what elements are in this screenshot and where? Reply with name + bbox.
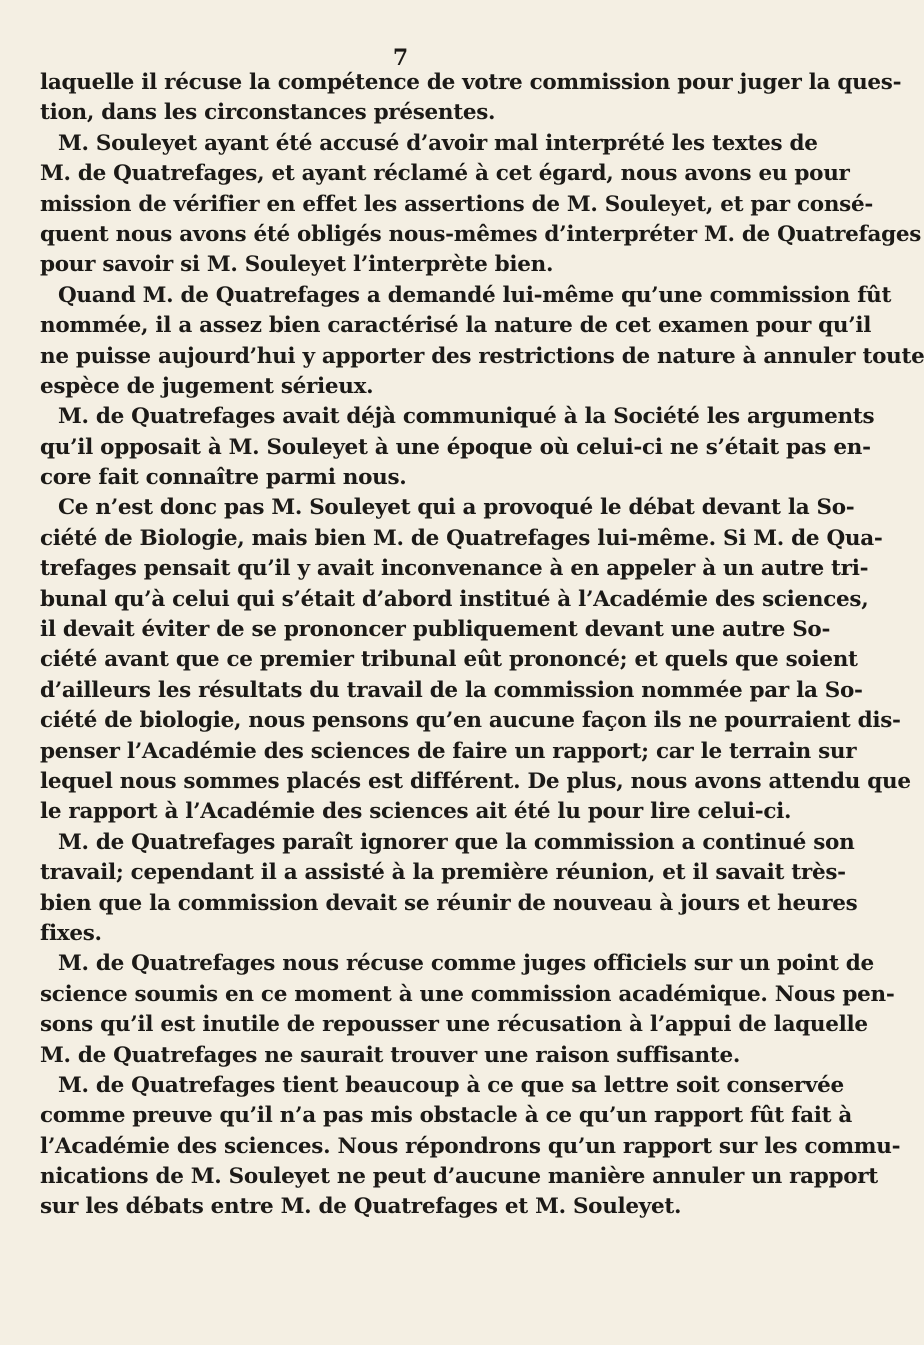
text-line: quent nous avons été obligés nous-mêmes d’interpréter M. de Quatrefages bbox=[40, 221, 922, 247]
text-line: ne puisse aujourd’hui y apporter des restrictions de nature à annuler toute bbox=[40, 343, 924, 369]
text-line: espèce de jugement sérieux. bbox=[40, 373, 374, 399]
text-line: lequel nous sommes placés est différent. De plus, nous avons attendu que bbox=[40, 768, 911, 794]
text-line: Ce n’est donc pas M. Souleyet qui a provoqué le débat devant la So- bbox=[58, 495, 855, 521]
text-line: penser l’Académie des sciences de faire un rapport; car le terrain sur bbox=[40, 738, 857, 764]
text-line: il devait éviter de se prononcer publiquement devant une autre So- bbox=[40, 617, 831, 643]
text-line: bunal qu’à celui qui s’était d’abord institué à l’Académie des sciences, bbox=[40, 586, 869, 612]
text-line: core fait connaître parmi nous. bbox=[40, 465, 407, 491]
page-number: 7 bbox=[392, 45, 409, 71]
text-line: mission de vérifier en effet les assertions de M. Souleyet, et par consé- bbox=[40, 191, 873, 217]
text-line: science soumis en ce moment à une commission académique. Nous pen- bbox=[40, 981, 895, 1007]
text-line: M. de Quatrefages ne saurait trouver une raison suffisante. bbox=[40, 1042, 741, 1068]
text-line: M. de Quatrefages tient beaucoup à ce que sa lettre soit conservée bbox=[58, 1072, 844, 1098]
text-line: sons qu’il est inutile de repousser une récusation à l’appui de laquelle bbox=[40, 1012, 868, 1038]
text-line: laquelle il récuse la compétence de votre commission pour juger la ques- bbox=[40, 70, 902, 95]
text-line: ciété avant que ce premier tribunal eût prononcé; et quels que soient bbox=[40, 647, 858, 673]
text-line: nications de M. Souleyet ne peut d’aucune manière annuler un rapport bbox=[40, 1164, 878, 1190]
text-line: nommée, il a assez bien caractérisé la nature de cet examen pour qu’il bbox=[40, 313, 872, 339]
text-line: ciété de biologie, nous pensons qu’en aucune façon ils ne pourraient dis- bbox=[40, 708, 901, 734]
text-line: travail; cependant il a assisté à la première réunion, et il savait très- bbox=[40, 860, 846, 886]
text-line: trefages pensait qu’il y avait inconvenance à en appeler à un autre tri- bbox=[40, 556, 869, 582]
text-line: le rapport à l’Académie des sciences ait été lu pour lire celui-ci. bbox=[40, 799, 792, 825]
text-line: comme preuve qu’il n’a pas mis obstacle à ce qu’un rapport fût fait à bbox=[40, 1103, 853, 1129]
text-line: pour savoir si M. Souleyet l’interprète bien. bbox=[40, 252, 554, 278]
text-line: bien que la commission devait se réunir de nouveau à jours et heures bbox=[40, 890, 858, 916]
text-line: M. de Quatrefages nous récuse comme juges officiels sur un point de bbox=[58, 951, 874, 977]
text-line: M. Souleyet ayant été accusé d’avoir mal interprété les textes de bbox=[58, 130, 818, 156]
text-line: d’ailleurs les résultats du travail de la commission nommée par la So- bbox=[40, 677, 863, 703]
text-line: sur les débats entre M. de Quatrefages et M. Souleyet. bbox=[40, 1194, 682, 1220]
text-line: l’Académie des sciences. Nous répondrons qu’un rapport sur les commu- bbox=[40, 1133, 901, 1159]
text-line: M. de Quatrefages avait déjà communiqué à la Société les arguments bbox=[58, 404, 875, 430]
text-line: Quand M. de Quatrefages a demandé lui-même qu’une commission fût bbox=[58, 282, 892, 308]
text-line: qu’il opposait à M. Souleyet à une époque où celui-ci ne s’était pas en- bbox=[40, 434, 871, 460]
text-line: ciété de Biologie, mais bien M. de Quatrefages lui-même. Si M. de Qua- bbox=[40, 525, 883, 551]
text-line: M. de Quatrefages paraît ignorer que la commission a continué son bbox=[58, 829, 855, 855]
text-line: fixes. bbox=[40, 920, 102, 946]
body-text bbox=[40, 68, 924, 1223]
text-line: tion, dans les circonstances présentes. bbox=[40, 100, 496, 126]
text-line: M. de Quatrefages, et ayant réclamé à cet égard, nous avons eu pour bbox=[40, 161, 850, 187]
